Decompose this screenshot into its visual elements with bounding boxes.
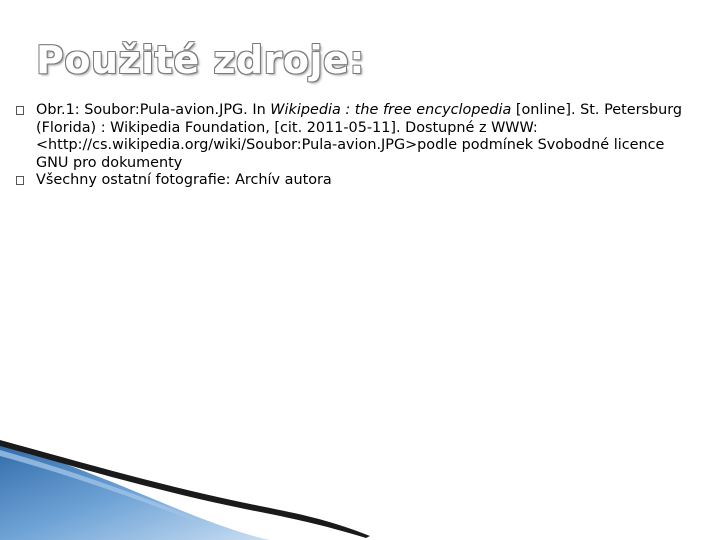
reference-text <box>36 102 682 171</box>
slide-title: Použité zdroje: <box>36 38 365 82</box>
decorative-wave <box>0 440 720 540</box>
square-outline-icon <box>16 106 24 115</box>
source-list <box>16 102 696 190</box>
reference-suffix: [online]. St. Petersburg (Florida) : Wikipedia Foundation, [cit. 2011-05-11]. Dostupné z WWW: <http://cs.wikipedia.org/wiki/Soubor:Pula-avion.JPG>podle podmínek Svobodné licence GNU pro dokumenty <box>36 102 683 171</box>
reference-italic-title: Wikipedia : the free encyclopedia <box>270 102 512 118</box>
reference-prefix: Obr.1: Soubor:Pula-avion.JPG. In <box>36 102 271 118</box>
list-item <box>16 102 696 172</box>
list-item <box>16 172 696 190</box>
photo-credit-text: Všechny ostatní fotografie: Archív autora <box>36 172 332 189</box>
square-outline-icon <box>16 176 24 185</box>
